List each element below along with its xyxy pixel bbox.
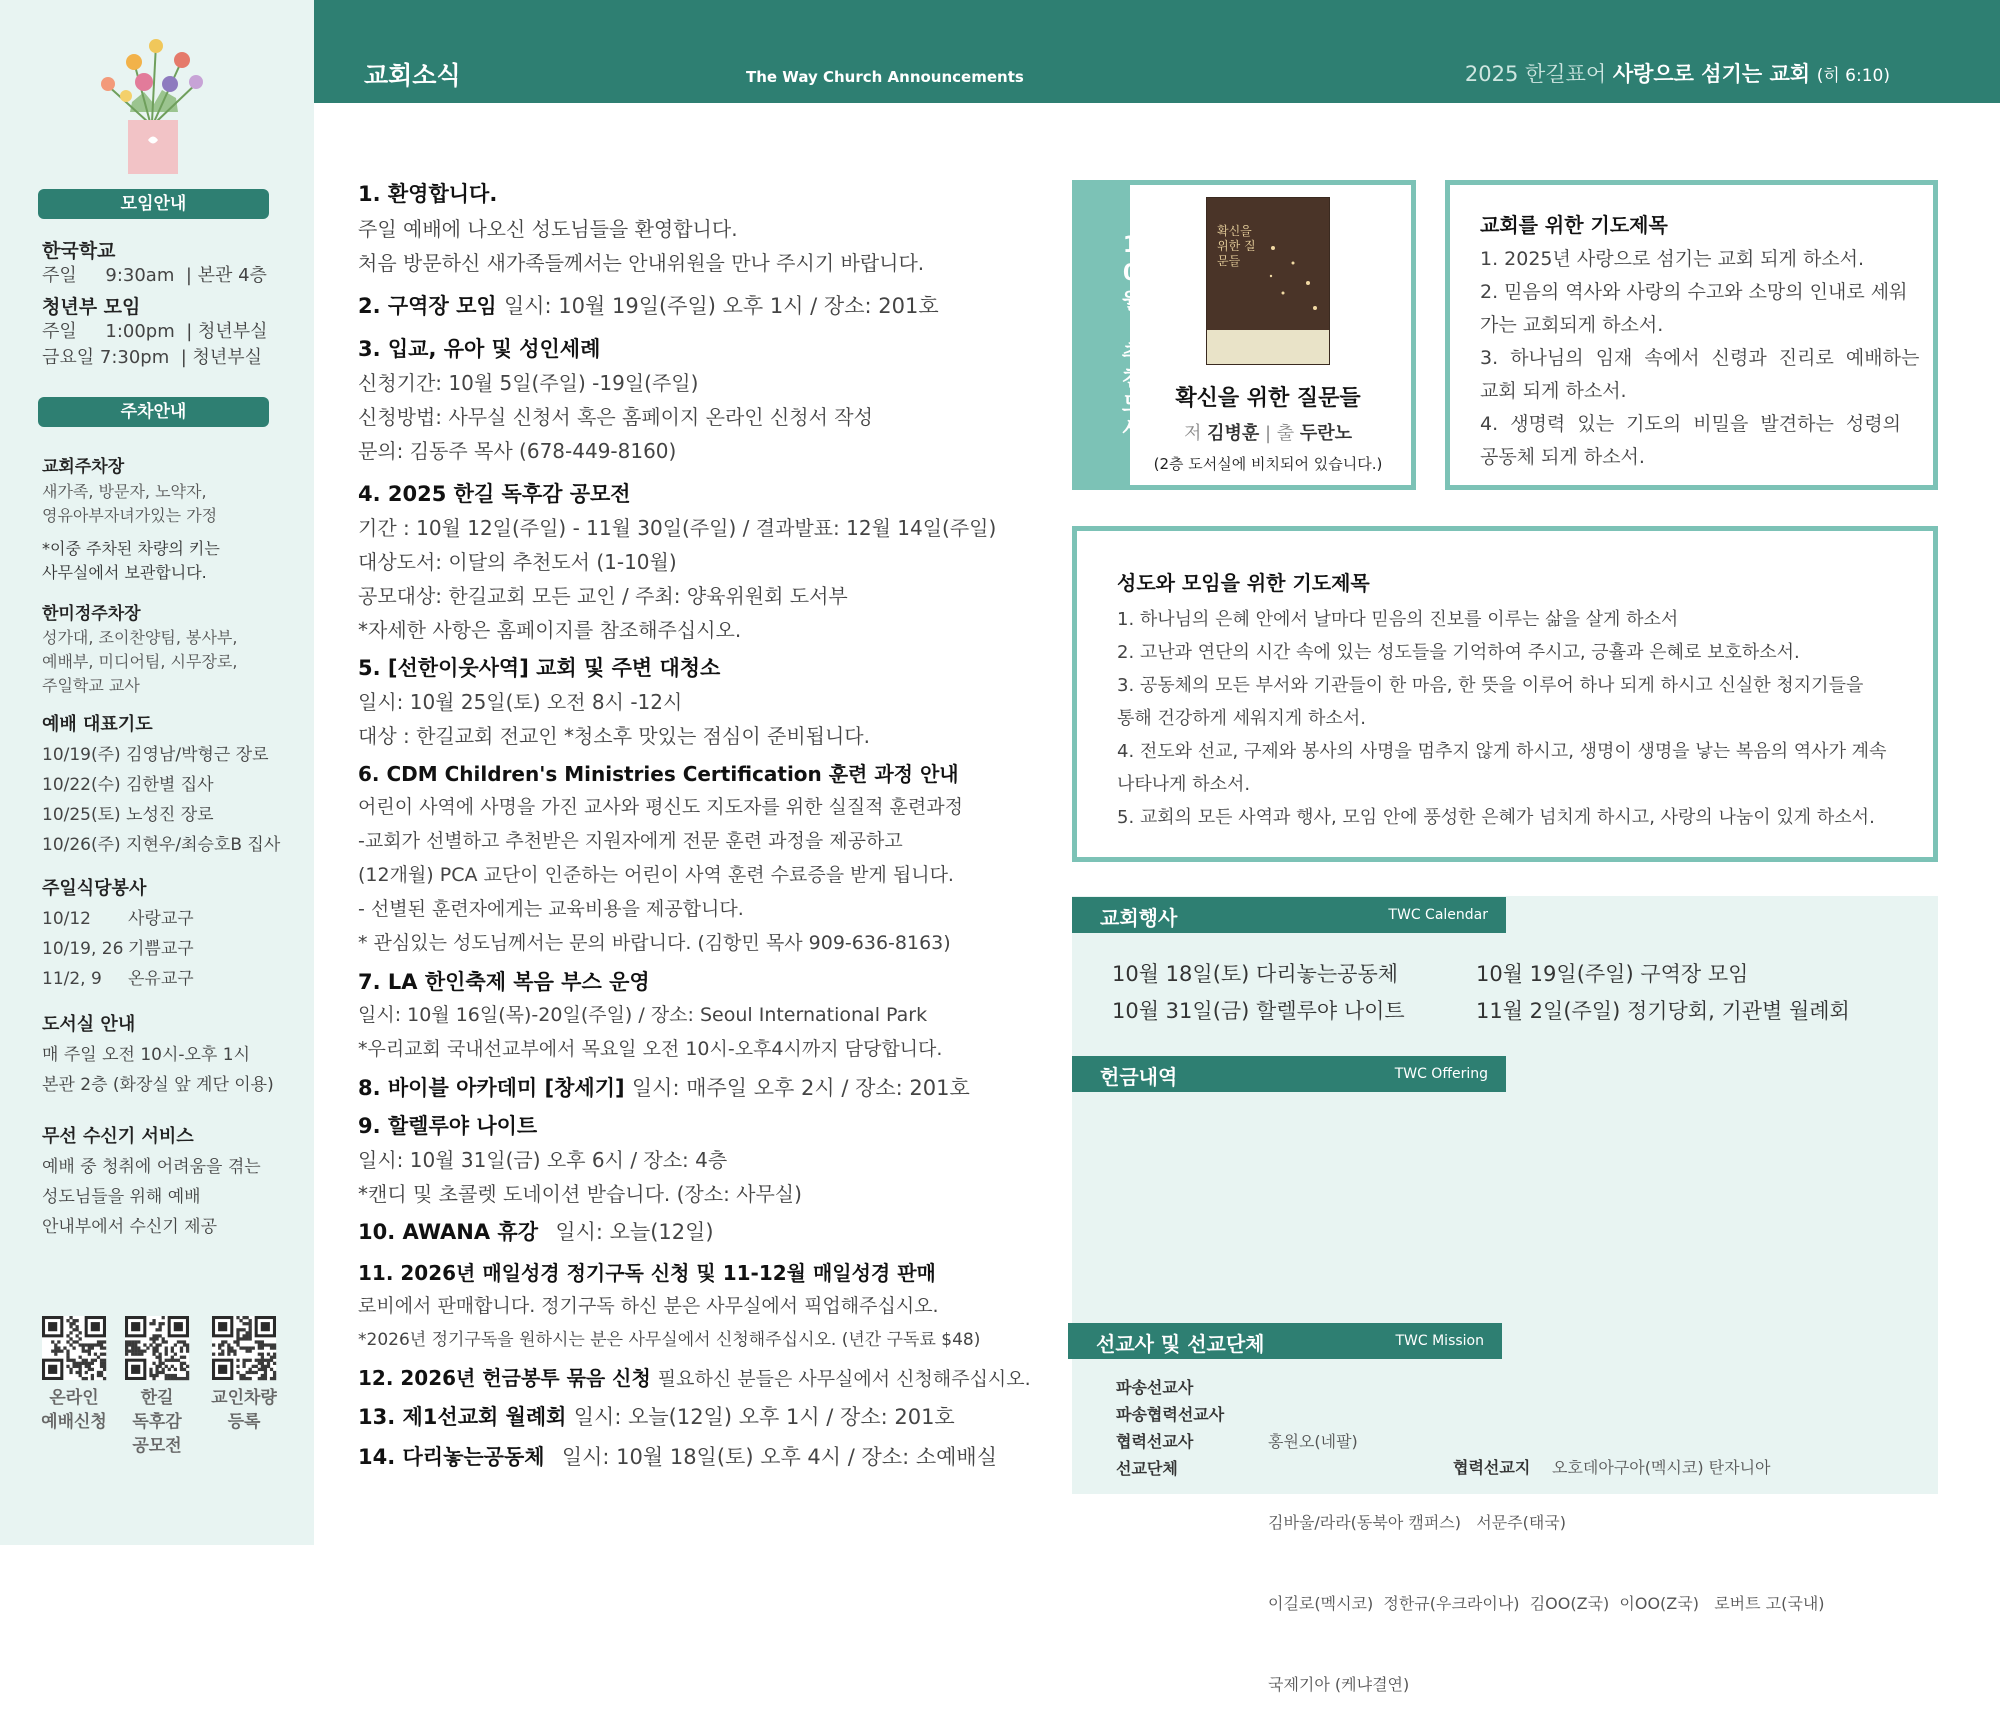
announcement-detail: 일시: 오늘(12일) xyxy=(555,1220,714,1244)
announcement-text: 일시: 10월 25일(토) 오전 8시 -12시 xyxy=(358,690,683,714)
announcement-title xyxy=(358,1216,714,1246)
kitchen-row-date: 11/2, 9 xyxy=(42,969,102,989)
announcement-text: * 관심있는 성도님께서는 문의 바랍니다. (김항민 목사 909-636-8163) xyxy=(358,932,951,954)
kitchen-row-group: 기쁨교구 xyxy=(128,939,194,959)
events-title: 교회행사 xyxy=(1100,906,1178,930)
motto-reference: (히 6:10) xyxy=(1816,66,1890,86)
prayer-item: 통해 건강하게 세워지게 하소서. xyxy=(1117,708,1366,729)
prayer-item: 5. 교회의 모든 사역과 행사, 모임 안에 풍성한 은혜가 넘치게 하시고, 사랑의 나눔이 있게 하소서. xyxy=(1117,807,1875,828)
announcement-title: 6. CDM Children's Ministries Certification 훈련 과정 안내 xyxy=(358,762,959,786)
kitchen-service-heading: 주일식당봉사 xyxy=(42,878,147,899)
church-parking-desc-2: 영유아부자녀가있는 가정 xyxy=(42,506,218,525)
motto-prefix: 2025 한길표어 xyxy=(1464,62,1607,86)
book-note: (2층 도서실에 비치되어 있습니다.) xyxy=(1153,455,1383,473)
mission-values xyxy=(1268,1374,1825,1725)
announcement-text: 로비에서 판매합니다. 정기구독 하신 분은 사무실에서 픽업해주십시오. xyxy=(358,1295,939,1317)
sidebar xyxy=(0,0,314,1545)
mission-title: 선교사 및 선교단체 xyxy=(1096,1332,1265,1356)
qr-label-online-worship: 온라인 예배신청 xyxy=(41,1388,107,1432)
book-title: 확신을 위한 질문들 xyxy=(1175,386,1361,411)
announcement-text: 대상 : 한길교회 전교인 *청소후 맛있는 점심이 준비됩니다. xyxy=(358,724,870,748)
mission-label: 파송협력선교사 xyxy=(1116,1405,1225,1424)
recommended-book-box xyxy=(1072,180,1416,490)
events-subtitle: TWC Calendar xyxy=(1388,907,1488,923)
prayer-leader-row: 10/22(수) 김한별 집사 xyxy=(42,775,214,795)
book-cover[interactable] xyxy=(1206,197,1330,365)
wireless-desc-3: 안내부에서 수신기 제공 xyxy=(42,1217,218,1237)
korean-school-time: 주일 9:30am | 본관 4층 xyxy=(42,265,267,286)
qr-code-car-registration[interactable] xyxy=(212,1316,276,1380)
announcement-detail: 일시: 매주일 오후 2시 / 장소: 201호 xyxy=(631,1076,970,1100)
kitchen-row-group: 온유교구 xyxy=(128,969,194,989)
prayer-item: 3. 공동체의 모든 부서와 기관들이 한 마음, 한 뜻을 이루어 하나 되게 하시고 신실한 청지기들을 xyxy=(1117,675,1864,696)
announcement-title-text: 10. AWANA 휴강 xyxy=(358,1220,539,1244)
double-park-note-2: 사무실에서 보관합니다. xyxy=(42,563,207,582)
book-label-vertical: 10월 추천도서 xyxy=(1118,233,1143,442)
announcement-title xyxy=(358,1441,997,1471)
flower-vase-illustration xyxy=(86,32,216,174)
announcement-title xyxy=(358,290,939,320)
announcement-title: 11. 2026년 매일성경 정기구독 신청 및 11-12월 매일성경 판매 xyxy=(358,1261,936,1285)
announcement-title xyxy=(358,1362,1031,1391)
announcement-title: 7. LA 한인축제 복음 부스 운영 xyxy=(358,970,650,994)
offering-subtitle: TWC Offering xyxy=(1394,1066,1488,1082)
kitchen-row-date: 10/12 xyxy=(42,909,91,929)
mission-value: 김바울/라라(동북아 캠퍼스) 서문주(태국) xyxy=(1268,1513,1566,1532)
prayer-leader-row: 10/19(주) 김영남/박형근 장로 xyxy=(42,745,269,765)
announcement-text: *우리교회 국내선교부에서 목요일 오전 10시-오후4시까지 담당합니다. xyxy=(358,1038,943,1060)
wireless-desc-1: 예배 중 청취에 어려움을 겪는 xyxy=(42,1157,261,1177)
mission-label: 협력선교사 xyxy=(1116,1432,1194,1451)
partner-label: 협력선교지 xyxy=(1453,1458,1531,1477)
prayer-item: 나타나게 하소서. xyxy=(1117,774,1251,795)
event-item: 11월 2일(주일) 정기당회, 기관별 월례회 xyxy=(1476,999,1850,1023)
event-item: 10월 19일(주일) 구역장 모임 xyxy=(1476,962,1749,986)
announcement-text: *2026년 정기구독을 원하시는 분은 사무실에서 신청해주십시오. (년간 구독료 $48) xyxy=(358,1330,981,1350)
church-prayer-title: 교회를 위한 기도제목 xyxy=(1480,213,1668,237)
kitchen-row-date: 10/19, 26 xyxy=(42,939,124,959)
double-park-note-1: *이중 주차된 차량의 키는 xyxy=(42,539,220,558)
youth-meeting-heading: 청년부 모임 xyxy=(42,296,141,318)
prayer-item: 공동체 되게 하소서. xyxy=(1480,446,1645,468)
wireless-heading: 무선 수신기 서비스 xyxy=(42,1126,194,1147)
mission-subtitle: TWC Mission xyxy=(1395,1333,1484,1349)
kitchen-row-group: 사랑교구 xyxy=(128,909,194,929)
announcement-title-text: 12. 2026년 헌금봉투 묶음 신청 xyxy=(358,1366,651,1390)
book-author: 김병훈 xyxy=(1207,423,1260,444)
qr-code-online-worship[interactable] xyxy=(42,1316,106,1380)
announcement-text: 처음 방문하신 새가족들께서는 안내위원을 만나 주시기 바랍니다. xyxy=(358,251,925,275)
offering-header xyxy=(1072,1056,1506,1092)
prayer-leader-row: 10/26(주) 지현우/최승호B 집사 xyxy=(42,835,281,855)
prayer-leaders-heading: 예배 대표기도 xyxy=(42,714,153,735)
book-publisher-prefix: | 출 xyxy=(1264,423,1295,444)
book-publisher: 두란노 xyxy=(1299,423,1353,444)
mission-label: 파송선교사 xyxy=(1116,1378,1194,1397)
announcement-text: (12개월) PCA 교단이 인준하는 어린이 사역 훈련 수료증을 받게 됩니다. xyxy=(358,864,954,886)
page-title: 교회소식 xyxy=(364,61,461,90)
announcement-text: 어린이 사역에 사명을 가진 교사와 평신도 지도자를 위한 실질적 훈련과정 xyxy=(358,796,963,818)
hanmi-parking-desc-1: 성가대, 조이찬양팀, 봉사부, xyxy=(42,628,238,647)
prayer-leader-row: 10/25(토) 노성진 장로 xyxy=(42,805,214,825)
offering-title: 헌금내역 xyxy=(1100,1065,1178,1089)
announcement-title: 5. [선한이웃사역] 교회 및 주변 대청소 xyxy=(358,656,721,680)
parking-info-badge: 주차안내 xyxy=(38,397,269,427)
mission-value: 이길로(멕시코) 정한규(우크라이나) 김OO(Z국) 이OO(Z국) 로버트 고(국내) xyxy=(1268,1594,1825,1613)
announcement-text: 공모대상: 한길교회 모든 교인 / 주최: 양육위원회 도서부 xyxy=(358,584,848,608)
announcement-title xyxy=(358,1072,970,1102)
announcement-title: 9. 할렐루야 나이트 xyxy=(358,1114,538,1138)
qr-label-essay-contest: 한길 독후감 공모전 xyxy=(132,1388,182,1456)
announcement-text: *캔디 및 초콜렛 도네이션 받습니다. (장소: 사무실) xyxy=(358,1182,802,1206)
motto xyxy=(1465,58,1890,88)
announcement-text: 대상도서: 이달의 추천도서 (1-10월) xyxy=(358,550,677,574)
motto-text: 사랑으로 섬기는 교회 xyxy=(1612,62,1811,86)
prayer-item: 1. 하나님의 은혜 안에서 날마다 믿음의 진보를 이루는 삶을 살게 하소서 xyxy=(1117,609,1679,630)
qr-label-car-registration: 교인차량 등록 xyxy=(211,1388,277,1432)
announcement-title: 3. 입교, 유아 및 성인세례 xyxy=(358,337,601,361)
announcement-detail: 일시: 10월 18일(토) 오후 4시 / 장소: 소예배실 xyxy=(561,1445,997,1469)
page-subtitle: The Way Church Announcements xyxy=(746,68,1024,86)
member-prayer-list xyxy=(1117,603,1917,834)
event-item: 10월 18일(토) 다리놓는공동체 xyxy=(1112,962,1399,986)
book-author-line xyxy=(1130,419,1406,445)
church-parking-desc-1: 새가족, 방문자, 노약자, xyxy=(42,482,207,501)
mission-value: 홍원오(네팔) xyxy=(1268,1432,1358,1451)
partner-value: 오호데아구아(멕시코) 탄자니아 xyxy=(1552,1458,1771,1477)
library-hours: 매 주일 오전 10시-오후 1시 xyxy=(42,1045,250,1065)
meeting-info-badge: 모임안내 xyxy=(38,189,269,219)
book-cover-band xyxy=(1207,330,1329,364)
announcement-title-text: 13. 제1선교회 월례회 xyxy=(358,1405,567,1429)
prayer-item: 3. 하나님의 임재 속에서 신령과 진리로 예배하는 xyxy=(1480,347,1920,369)
header-bar xyxy=(314,0,2000,103)
book-author-prefix: 저 xyxy=(1183,423,1202,444)
announcement-text: 문의: 김동주 목사 (678-449-8160) xyxy=(358,439,677,463)
hanmi-parking-desc-3: 주일학교 교사 xyxy=(42,676,140,695)
youth-friday-time: 금요일 7:30pm | 청년부실 xyxy=(42,347,263,368)
events-header xyxy=(1072,897,1506,933)
prayer-item: 2. 고난과 연단의 시간 속에 있는 성도들을 기억하여 주시고, 긍휼과 은혜로 보호하소서. xyxy=(1117,642,1800,663)
library-location: 본관 2층 (화장실 앞 계단 이용) xyxy=(42,1075,274,1095)
mission-label: 선교단체 xyxy=(1116,1459,1178,1478)
prayer-item: 가는 교회되게 하소서. xyxy=(1480,314,1664,336)
library-heading: 도서실 안내 xyxy=(42,1014,136,1035)
announcement-detail: 필요하신 분들은 사무실에서 신청해주십시오. xyxy=(657,1368,1031,1390)
announcement-text: 신청기간: 10월 5일(주일) -19일(주일) xyxy=(358,371,699,395)
announcement-text: 기간 : 10월 12일(주일) - 11월 30일(주일) / 결과발표: 12월 14일(주일) xyxy=(358,516,997,540)
korean-school-heading: 한국학교 xyxy=(42,240,116,262)
announcement-title: 4. 2025 한길 독후감 공모전 xyxy=(358,482,631,506)
announcement-text: - 선별된 훈련자에게는 교육비용을 제공합니다. xyxy=(358,898,744,920)
member-prayer-box xyxy=(1072,526,1938,862)
church-prayer-list xyxy=(1480,243,1920,474)
announcement-title-text: 2. 구역장 모임 xyxy=(358,294,497,318)
hanmi-parking-desc-2: 예배부, 미디어팀, 시무장로, xyxy=(42,652,238,671)
announcement-text: 일시: 10월 31일(금) 오후 6시 / 장소: 4층 xyxy=(358,1148,728,1172)
announcement-title-text: 14. 다리놓는공동체 xyxy=(358,1445,545,1469)
prayer-item: 1. 2025년 사랑으로 섬기는 교회 되게 하소서. xyxy=(1480,248,1865,270)
announcement-title-text: 8. 바이블 아카데미 [창세기] xyxy=(358,1076,625,1100)
church-parking-heading: 교회주차장 xyxy=(42,457,125,477)
prayer-item: 2. 믿음의 역사와 사랑의 수고와 소망의 인내로 세워 xyxy=(1480,281,1908,303)
announcement-detail: 일시: 10월 19일(주일) 오후 1시 / 장소: 201호 xyxy=(503,294,939,318)
announcement-text: 일시: 10월 16일(목)-20일(주일) / 장소: Seoul International Park xyxy=(358,1004,928,1026)
church-prayer-box xyxy=(1445,180,1938,490)
wireless-desc-2: 성도님들을 위해 예배 xyxy=(42,1187,201,1207)
announcement-text: *자세한 사항은 홈페이지를 참조해주십시오. xyxy=(358,618,742,642)
prayer-item: 4. 전도와 선교, 구제와 봉사의 사명을 멈추지 않게 하시고, 생명이 생명을 낳는 복음의 역사가 계속 xyxy=(1117,741,1887,762)
announcement-text: 신청방법: 사무실 신청서 혹은 홈페이지 온라인 신청서 작성 xyxy=(358,405,873,429)
mission-labels xyxy=(1116,1374,1224,1482)
announcement-title: 1. 환영합니다. xyxy=(358,182,498,206)
announcement-text: -교회가 선별하고 추천받은 지원자에게 전문 훈련 과정을 제공하고 xyxy=(358,830,903,852)
prayer-item: 교회 되게 하소서. xyxy=(1480,380,1627,402)
announcement-detail: 일시: 오늘(12일) 오후 1시 / 장소: 201호 xyxy=(573,1405,955,1429)
mission-value: 국제기아 (케냐결연) xyxy=(1268,1675,1410,1694)
qr-code-essay-contest[interactable] xyxy=(125,1316,189,1380)
announcement-title xyxy=(358,1401,955,1431)
hanmi-parking-heading: 한미정주차장 xyxy=(42,604,141,624)
mission-header xyxy=(1068,1323,1502,1359)
prayer-item: 4. 생명력 있는 기도의 비밀을 발견하는 성령의 xyxy=(1480,413,1901,435)
event-item: 10월 31일(금) 할렐루야 나이트 xyxy=(1112,999,1405,1023)
member-prayer-title: 성도와 모임을 위한 기도제목 xyxy=(1117,571,1370,595)
book-cover-title: 확신을 위한 질문들 xyxy=(1217,224,1256,268)
youth-sunday-time: 주일 1:00pm | 청년부실 xyxy=(42,321,268,342)
announcement-text: 주일 예배에 나오신 성도님들을 환영합니다. xyxy=(358,217,738,241)
star-dots-icon xyxy=(1263,238,1323,318)
